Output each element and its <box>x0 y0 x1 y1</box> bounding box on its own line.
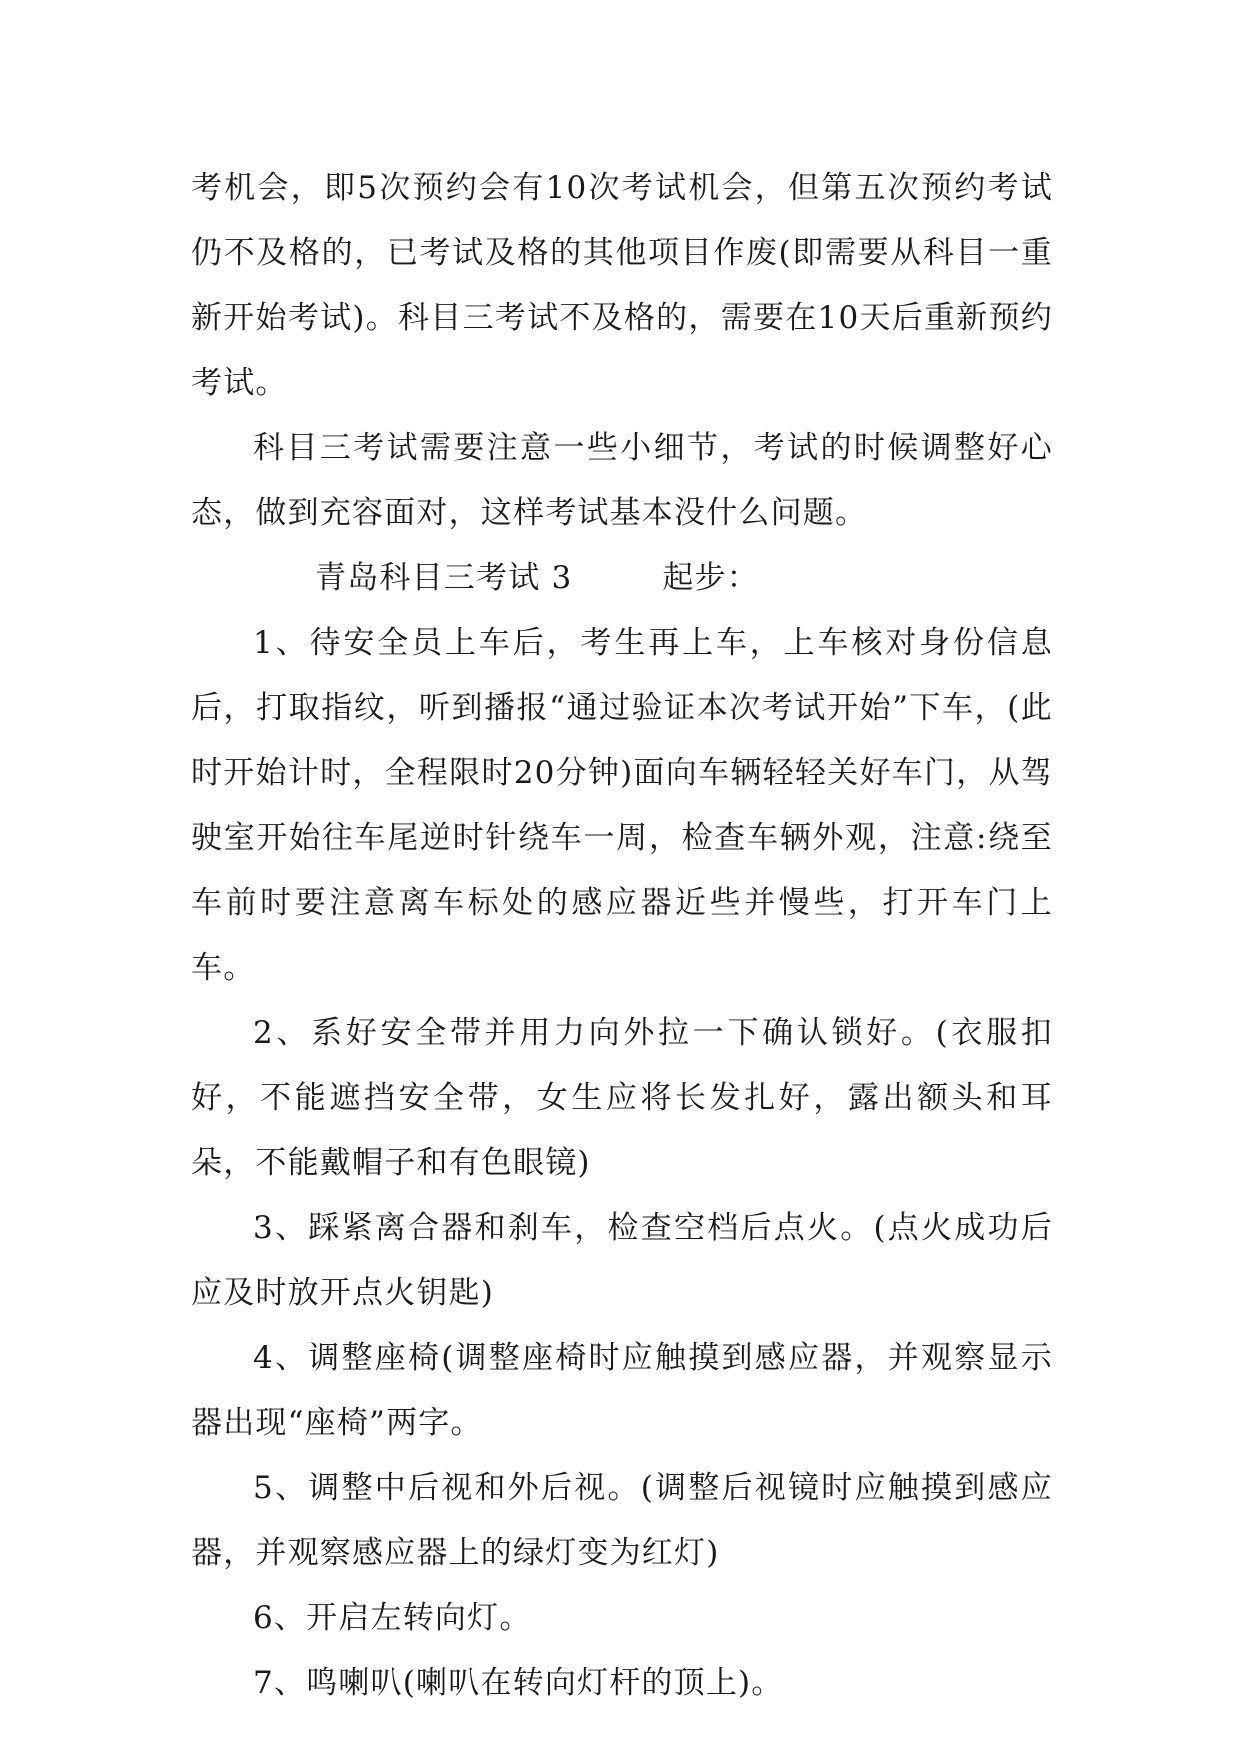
section-heading <box>191 546 1053 611</box>
paragraph-step-7: 7、鸣喇叭(喇叭在转向灯杆的顶上)。 <box>253 1665 784 1701</box>
section-heading-subtitle: 起步： <box>662 560 759 596</box>
document-body <box>191 156 1053 1716</box>
paragraph-step-1: 1、待安全员上车后，考生再上车，上车核对身份信息后，打取指纹，听到播报“通过验证本次考试开始”下车，(此时开始计时，全程限时20分钟)面向车辆轻轻关好车门，从驾驶室开始往车尾逆时针绕车一周，检查车辆外观，注意:绕至车前时要注意离车标处的感应器近些并慢些，打开车门上车。 <box>191 625 1053 986</box>
paragraph-step-5: 5、调整中后视和外后视。(调整后视镜时应触摸到感应器，并观察感应器上的绿灯变为红灯) <box>191 1470 1053 1571</box>
paragraph-step-3: 3、踩紧离合器和刹车，检查空档后点火。(点火成功后应及时放开点火钥匙) <box>191 1210 1053 1311</box>
paragraph-step-6: 6、开启左转向灯。 <box>253 1600 532 1636</box>
section-heading-title: 青岛科目三考试 3 <box>315 560 573 596</box>
paragraph-step-2: 2、系好安全带并用力向外拉一下确认锁好。(衣服扣好，不能遮挡安全带，女生应将长发扎好，露出额头和耳朵，不能戴帽子和有色眼镜) <box>191 1015 1053 1181</box>
paragraph-step-4: 4、调整座椅(调整座椅时应触摸到感应器，并观察显示器出现“座椅”两字。 <box>191 1340 1053 1441</box>
paragraph-exam-chances: 考机会，即5次预约会有10次考试机会，但第五次预约考试仍不及格的，已考试及格的其他项目作废(即需要从科目一重新开始考试)。科目三考试不及格的，需要在10天后重新预约考试。 <box>191 170 1053 401</box>
paragraph-exam-tips: 科目三考试需要注意一些小细节，考试的时候调整好心态，做到充容面对，这样考试基本没什么问题。 <box>191 430 1053 531</box>
